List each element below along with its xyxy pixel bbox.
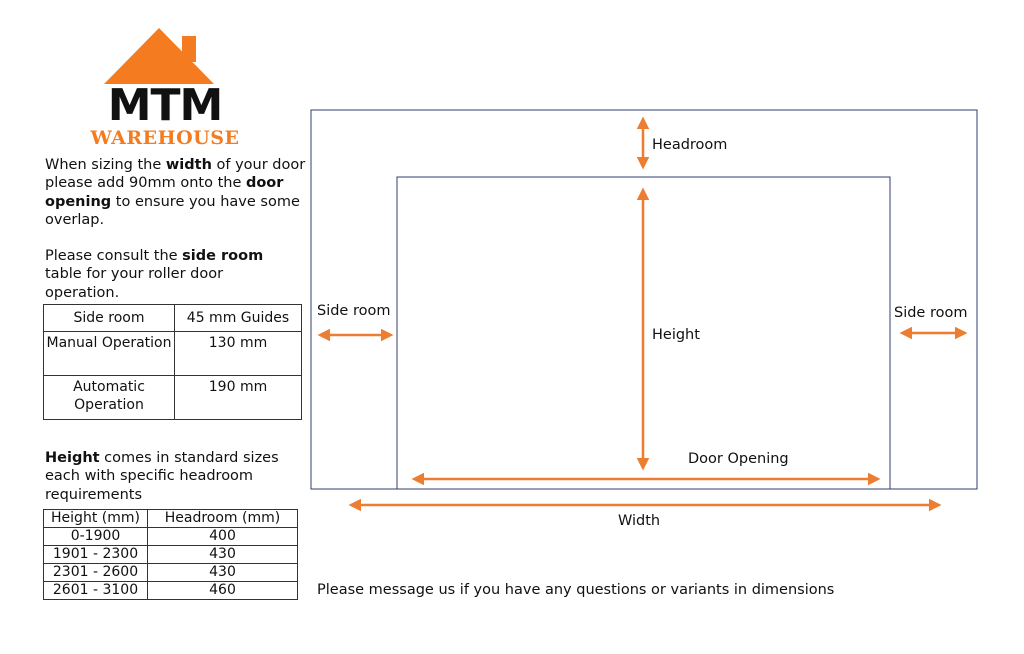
table-cell: 430	[148, 546, 298, 564]
door-opening-label: Door Opening	[688, 451, 789, 467]
table-header: Height (mm)	[44, 510, 148, 528]
table-cell: 1901 - 2300	[44, 546, 148, 564]
width-label: Width	[618, 513, 661, 529]
table-cell: 2601 - 3100	[44, 582, 148, 600]
height-label: Height	[652, 327, 700, 343]
text: Please consult the	[45, 248, 183, 264]
table-cell: 460	[148, 582, 298, 600]
table-header: 45 mm Guides	[175, 305, 302, 332]
text: When sizing the	[45, 157, 166, 173]
text: table for your roller door operation.	[45, 266, 224, 301]
text: of your door please add 90mm onto the	[45, 157, 306, 192]
logo-text-warehouse: WAREHOUSE	[90, 127, 240, 149]
table-header: Headroom (mm)	[148, 510, 298, 528]
table-cell: Automatic Operation	[44, 376, 175, 420]
side-room-right-label: Side room	[894, 305, 968, 321]
table-cell: 400	[148, 528, 298, 546]
emphasis-side-room: side room	[182, 248, 264, 264]
emphasis-door-opening: door opening	[45, 175, 284, 210]
text: comes in standard sizes each with specific headroom requirements	[45, 450, 279, 503]
emphasis-width: width	[165, 157, 212, 173]
table-cell: Manual Operation	[44, 332, 175, 376]
table-cell: 130 mm	[175, 332, 302, 376]
table-cell: 2301 - 2600	[44, 564, 148, 582]
side-room-left-label: Side room	[317, 303, 391, 319]
table-header: Side room	[44, 305, 175, 332]
footer-message: Please message us if you have any questions or variants in dimensions	[317, 582, 835, 598]
table-cell: 0-1900	[44, 528, 148, 546]
logo-text-mtm: MTM	[107, 80, 223, 131]
headroom-label: Headroom	[652, 137, 728, 153]
table-cell: 430	[148, 564, 298, 582]
emphasis-height: Height	[45, 450, 100, 466]
table-cell: 190 mm	[175, 376, 302, 420]
text: to ensure you have some overlap.	[45, 193, 300, 228]
